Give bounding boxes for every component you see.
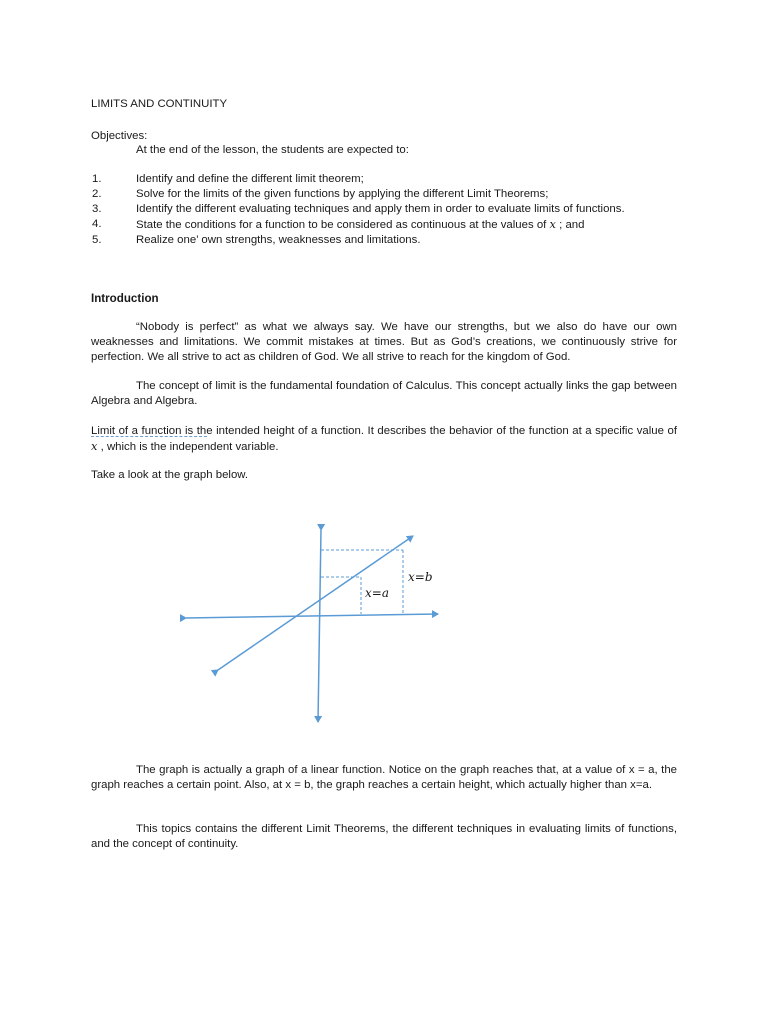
linear-function-graph	[170, 515, 460, 730]
function-line	[218, 536, 413, 670]
objectives-intro: At the end of the lesson, the students are expected to:	[136, 144, 409, 156]
list-item-number: 3.	[92, 203, 102, 215]
list-item	[91, 233, 677, 248]
label-x-equals-a: x=a	[365, 586, 389, 600]
x-axis	[186, 614, 438, 618]
label-x-equals-b: x=b	[408, 570, 433, 584]
introduction-heading: Introduction	[91, 292, 159, 305]
variable-x: x	[91, 439, 98, 453]
intro-paragraph-5: The graph is actually a graph of a linear function. Notice on the graph reaches that, at a value of x = a, the graph reaches a certain point. Also, at x = b, the graph reaches a certain height, which actually higher than x=a.	[91, 764, 677, 791]
list-item-number: 4.	[92, 218, 102, 230]
list-item	[91, 172, 677, 187]
list-item-number: 1.	[92, 173, 102, 185]
variable-x: x	[549, 217, 556, 231]
document-title: LIMITS AND CONTINUITY	[91, 98, 228, 110]
intro-paragraph-1: “Nobody is perfect” as what we always say. We have our strengths, but we also do have our own weaknesses and limitations. We commit mistakes at times. But as God’s creations, we continuously strive for perfection. We all strive to act as children of God. We all strive to reach for the kingdom of God.	[91, 321, 677, 363]
list-item-text: Identify the different evaluating techniques and apply them in order to evaluate limits of functions.	[136, 203, 625, 215]
paragraph-3-text-after: , which is the independent variable.	[100, 441, 279, 453]
intro-paragraph-2: The concept of limit is the fundamental foundation of Calculus. This concept actually links the gap between Algebra and Algebra.	[91, 380, 677, 407]
intro-paragraph-6: This topics contains the different Limit Theorems, the different techniques in evaluating limits of functions, and the concept of continuity.	[91, 823, 677, 850]
y-axis	[318, 530, 321, 722]
objectives-list	[91, 172, 677, 248]
list-item	[91, 187, 677, 202]
list-item	[91, 217, 677, 233]
list-item-text-after: ; and	[559, 219, 585, 231]
paragraph-3-text-before: Limit of a function is the intended height of a function. It describes the behavior of the function at a specific value of	[91, 425, 677, 437]
list-item-number: 5.	[92, 234, 102, 246]
list-item-text	[136, 217, 677, 233]
intro-paragraph-3	[91, 424, 677, 455]
list-item-number: 2.	[92, 188, 102, 200]
list-item-text: Solve for the limits of the given functions by applying the different Limit Theorems;	[136, 188, 549, 200]
intro-paragraph-4: Take a look at the graph below.	[91, 469, 249, 481]
list-item-text: Realize one’ own strengths, weaknesses and limitations.	[136, 234, 421, 246]
list-item	[91, 202, 677, 217]
list-item-text-before: State the conditions for a function to be considered as continuous at the values of	[136, 219, 547, 231]
list-item-text: Identify and define the different limit theorem;	[136, 173, 364, 185]
objectives-label: Objectives:	[91, 130, 148, 142]
